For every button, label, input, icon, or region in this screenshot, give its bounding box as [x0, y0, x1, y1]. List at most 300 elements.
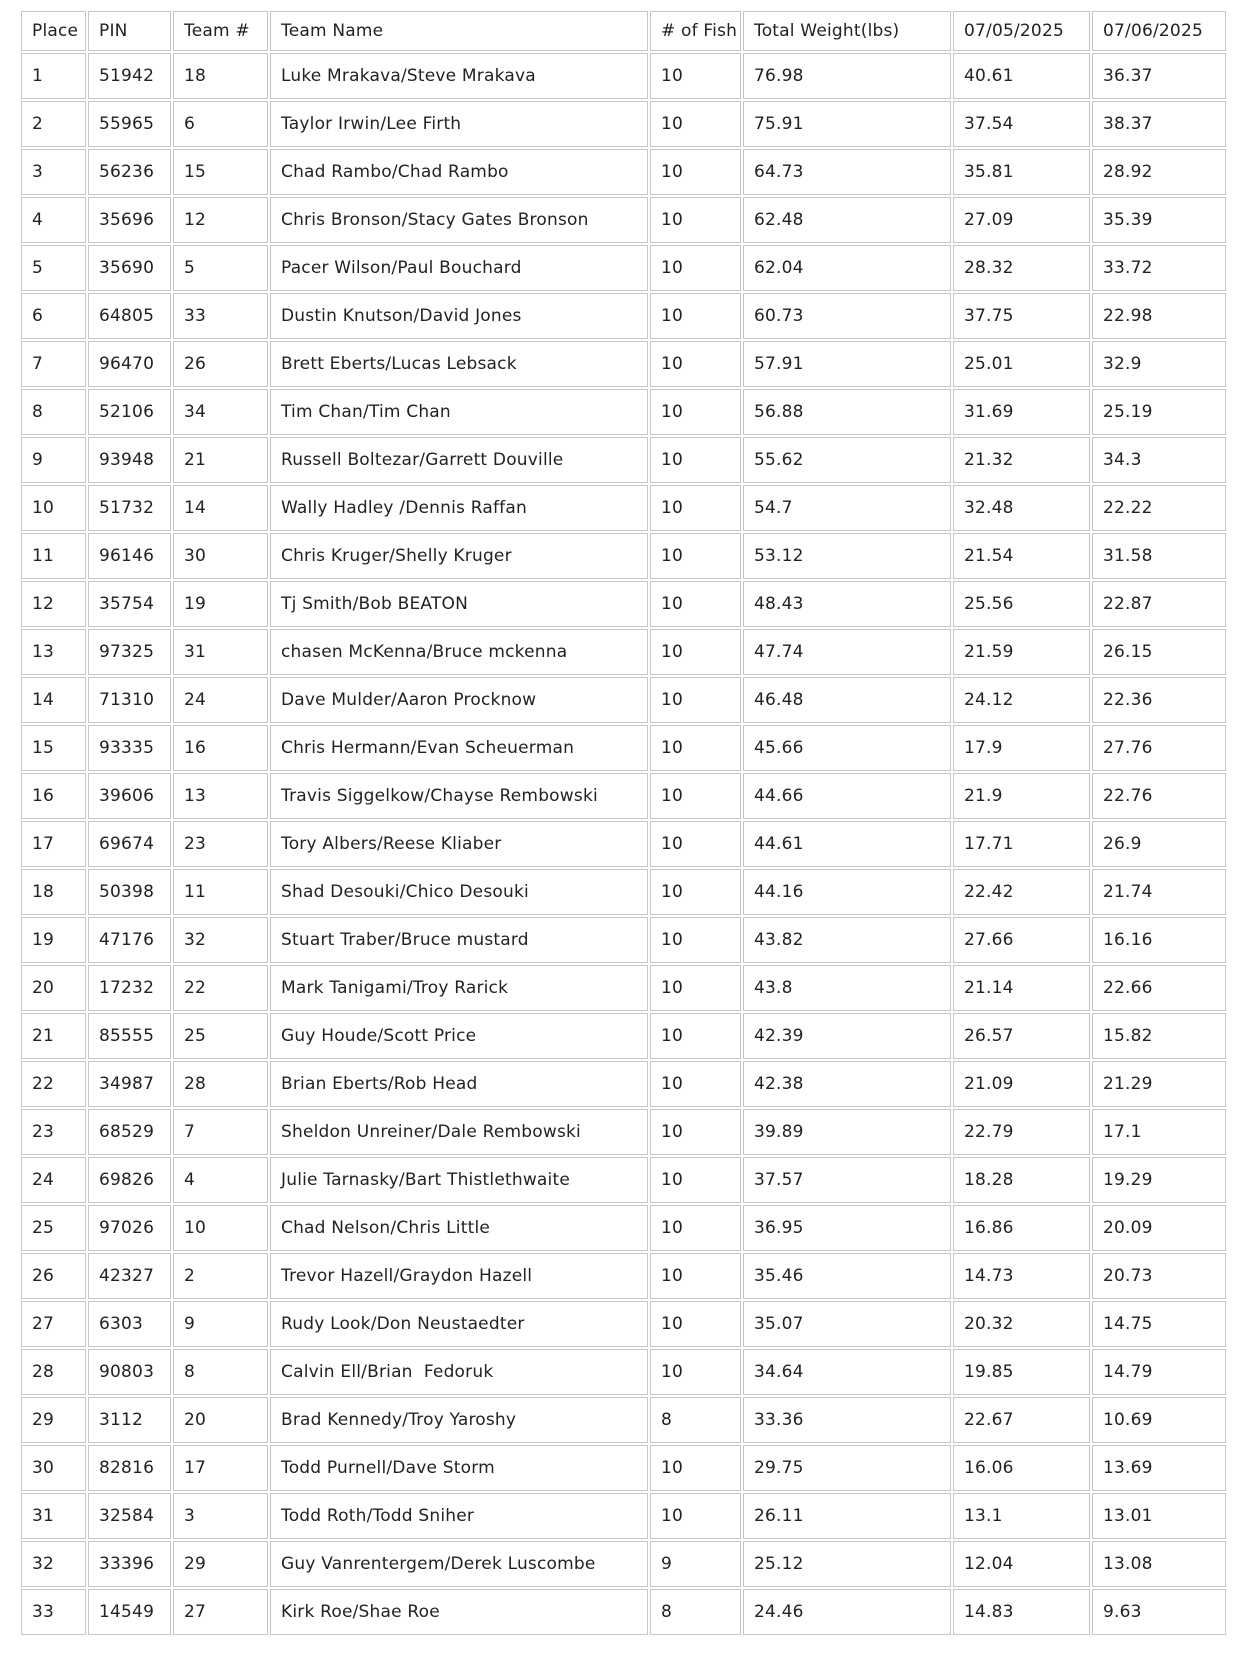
- place-cell: 24: [21, 1157, 86, 1203]
- table-row: [21, 581, 1226, 627]
- team-name-cell: Rudy Look/Don Neustaedter: [270, 1301, 648, 1347]
- day2-weight-cell: 22.22: [1092, 485, 1226, 531]
- team-number-cell: 21: [173, 437, 268, 483]
- table-row: [21, 197, 1226, 243]
- table-body: [21, 53, 1226, 1635]
- table-row: [21, 917, 1226, 963]
- table-row: [21, 245, 1226, 291]
- fish-count-cell: 10: [650, 581, 741, 627]
- day2-weight-cell: 32.9: [1092, 341, 1226, 387]
- place-cell: 2: [21, 101, 86, 147]
- team-name-cell: Guy Vanrentergem/Derek Luscombe: [270, 1541, 648, 1587]
- total-weight-cell: 56.88: [743, 389, 951, 435]
- place-cell: 9: [21, 437, 86, 483]
- table-row: [21, 1061, 1226, 1107]
- day1-weight-cell: 25.56: [953, 581, 1090, 627]
- team-number-cell: 23: [173, 821, 268, 867]
- results-table: [19, 9, 1228, 1637]
- fish-count-cell: 10: [650, 677, 741, 723]
- table-row: [21, 1397, 1226, 1443]
- team-name-cell: Sheldon Unreiner/Dale Rembowski: [270, 1109, 648, 1155]
- team-name-cell: Todd Purnell/Dave Storm: [270, 1445, 648, 1491]
- place-cell: 16: [21, 773, 86, 819]
- place-cell: 21: [21, 1013, 86, 1059]
- pin-cell: 93335: [88, 725, 171, 771]
- table-row: [21, 1205, 1226, 1251]
- team-number-cell: 30: [173, 533, 268, 579]
- day1-weight-cell: 22.79: [953, 1109, 1090, 1155]
- team-number-cell: 17: [173, 1445, 268, 1491]
- fish-count-cell: 10: [650, 725, 741, 771]
- team-name-cell: Chad Nelson/Chris Little: [270, 1205, 648, 1251]
- team-number-cell: 27: [173, 1589, 268, 1635]
- table-row: [21, 1493, 1226, 1539]
- day2-weight-cell: 9.63: [1092, 1589, 1226, 1635]
- place-cell: 15: [21, 725, 86, 771]
- place-cell: 4: [21, 197, 86, 243]
- pin-cell: 97026: [88, 1205, 171, 1251]
- day1-weight-cell: 37.75: [953, 293, 1090, 339]
- table-row: [21, 725, 1226, 771]
- team-number-cell: 32: [173, 917, 268, 963]
- team-number-cell: 6: [173, 101, 268, 147]
- table-row: [21, 341, 1226, 387]
- team-number-cell: 12: [173, 197, 268, 243]
- table-row: [21, 1541, 1226, 1587]
- team-number-cell: 19: [173, 581, 268, 627]
- team-name-cell: Trevor Hazell/Graydon Hazell: [270, 1253, 648, 1299]
- pin-cell: 47176: [88, 917, 171, 963]
- total-weight-cell: 75.91: [743, 101, 951, 147]
- day1-weight-cell: 17.9: [953, 725, 1090, 771]
- team-number-cell: 3: [173, 1493, 268, 1539]
- fish-count-cell: 10: [650, 341, 741, 387]
- team-number-cell: 4: [173, 1157, 268, 1203]
- table-row: [21, 389, 1226, 435]
- column-header-team-name: Team Name: [270, 11, 648, 51]
- fish-count-cell: 9: [650, 1541, 741, 1587]
- team-name-cell: Wally Hadley /Dennis Raffan: [270, 485, 648, 531]
- team-name-cell: Todd Roth/Todd Sniher: [270, 1493, 648, 1539]
- total-weight-cell: 44.66: [743, 773, 951, 819]
- pin-cell: 97325: [88, 629, 171, 675]
- total-weight-cell: 39.89: [743, 1109, 951, 1155]
- column-header-total-weight: Total Weight(lbs): [743, 11, 951, 51]
- fish-count-cell: 8: [650, 1589, 741, 1635]
- team-name-cell: Julie Tarnasky/Bart Thistlethwaite: [270, 1157, 648, 1203]
- fish-count-cell: 10: [650, 1301, 741, 1347]
- place-cell: 32: [21, 1541, 86, 1587]
- fish-count-cell: 10: [650, 53, 741, 99]
- team-number-cell: 5: [173, 245, 268, 291]
- fish-count-cell: 8: [650, 1397, 741, 1443]
- fish-count-cell: 10: [650, 1349, 741, 1395]
- team-name-cell: Chris Hermann/Evan Scheuerman: [270, 725, 648, 771]
- table-row: [21, 437, 1226, 483]
- day2-weight-cell: 25.19: [1092, 389, 1226, 435]
- table-row: [21, 965, 1226, 1011]
- pin-cell: 35696: [88, 197, 171, 243]
- table-row: [21, 1013, 1226, 1059]
- pin-cell: 39606: [88, 773, 171, 819]
- day1-weight-cell: 16.06: [953, 1445, 1090, 1491]
- team-number-cell: 25: [173, 1013, 268, 1059]
- fish-count-cell: 10: [650, 101, 741, 147]
- team-name-cell: Guy Houde/Scott Price: [270, 1013, 648, 1059]
- day1-weight-cell: 20.32: [953, 1301, 1090, 1347]
- column-header-fish-count: # of Fish: [650, 11, 741, 51]
- day2-weight-cell: 15.82: [1092, 1013, 1226, 1059]
- table-row: [21, 677, 1226, 723]
- fish-count-cell: 10: [650, 149, 741, 195]
- total-weight-cell: 43.82: [743, 917, 951, 963]
- day1-weight-cell: 21.9: [953, 773, 1090, 819]
- fish-count-cell: 10: [650, 1061, 741, 1107]
- fish-count-cell: 10: [650, 197, 741, 243]
- day2-weight-cell: 14.75: [1092, 1301, 1226, 1347]
- day1-weight-cell: 21.32: [953, 437, 1090, 483]
- pin-cell: 96146: [88, 533, 171, 579]
- team-name-cell: Travis Siggelkow/Chayse Rembowski: [270, 773, 648, 819]
- total-weight-cell: 34.64: [743, 1349, 951, 1395]
- team-name-cell: chasen McKenna/Bruce mckenna: [270, 629, 648, 675]
- total-weight-cell: 62.48: [743, 197, 951, 243]
- total-weight-cell: 76.98: [743, 53, 951, 99]
- day1-weight-cell: 25.01: [953, 341, 1090, 387]
- pin-cell: 33396: [88, 1541, 171, 1587]
- table-row: [21, 821, 1226, 867]
- day1-weight-cell: 31.69: [953, 389, 1090, 435]
- day2-weight-cell: 34.3: [1092, 437, 1226, 483]
- day1-weight-cell: 35.81: [953, 149, 1090, 195]
- day1-weight-cell: 14.73: [953, 1253, 1090, 1299]
- place-cell: 31: [21, 1493, 86, 1539]
- pin-cell: 71310: [88, 677, 171, 723]
- header-row: [21, 11, 1226, 51]
- team-name-cell: Calvin Ell/Brian Fedoruk: [270, 1349, 648, 1395]
- team-number-cell: 7: [173, 1109, 268, 1155]
- day1-weight-cell: 21.54: [953, 533, 1090, 579]
- day1-weight-cell: 16.86: [953, 1205, 1090, 1251]
- place-cell: 7: [21, 341, 86, 387]
- day1-weight-cell: 12.04: [953, 1541, 1090, 1587]
- day1-weight-cell: 26.57: [953, 1013, 1090, 1059]
- day1-weight-cell: 22.42: [953, 869, 1090, 915]
- place-cell: 30: [21, 1445, 86, 1491]
- day2-weight-cell: 14.79: [1092, 1349, 1226, 1395]
- team-number-cell: 15: [173, 149, 268, 195]
- place-cell: 6: [21, 293, 86, 339]
- team-number-cell: 24: [173, 677, 268, 723]
- table-row: [21, 1301, 1226, 1347]
- fish-count-cell: 10: [650, 389, 741, 435]
- pin-cell: 68529: [88, 1109, 171, 1155]
- team-number-cell: 8: [173, 1349, 268, 1395]
- total-weight-cell: 46.48: [743, 677, 951, 723]
- total-weight-cell: 48.43: [743, 581, 951, 627]
- team-number-cell: 10: [173, 1205, 268, 1251]
- fish-count-cell: 10: [650, 1445, 741, 1491]
- total-weight-cell: 55.62: [743, 437, 951, 483]
- day2-weight-cell: 35.39: [1092, 197, 1226, 243]
- day1-weight-cell: 27.66: [953, 917, 1090, 963]
- fish-count-cell: 10: [650, 293, 741, 339]
- team-name-cell: Chris Bronson/Stacy Gates Bronson: [270, 197, 648, 243]
- pin-cell: 3112: [88, 1397, 171, 1443]
- place-cell: 19: [21, 917, 86, 963]
- total-weight-cell: 62.04: [743, 245, 951, 291]
- team-name-cell: Tory Albers/Reese Kliaber: [270, 821, 648, 867]
- fish-count-cell: 10: [650, 1205, 741, 1251]
- fish-count-cell: 10: [650, 1109, 741, 1155]
- place-cell: 23: [21, 1109, 86, 1155]
- team-name-cell: Brian Eberts/Rob Head: [270, 1061, 648, 1107]
- team-name-cell: Chris Kruger/Shelly Kruger: [270, 533, 648, 579]
- total-weight-cell: 25.12: [743, 1541, 951, 1587]
- day1-weight-cell: 21.09: [953, 1061, 1090, 1107]
- pin-cell: 85555: [88, 1013, 171, 1059]
- total-weight-cell: 42.38: [743, 1061, 951, 1107]
- fish-count-cell: 10: [650, 965, 741, 1011]
- table-row: [21, 1109, 1226, 1155]
- place-cell: 25: [21, 1205, 86, 1251]
- pin-cell: 55965: [88, 101, 171, 147]
- pin-cell: 50398: [88, 869, 171, 915]
- team-number-cell: 2: [173, 1253, 268, 1299]
- team-number-cell: 18: [173, 53, 268, 99]
- place-cell: 33: [21, 1589, 86, 1635]
- place-cell: 5: [21, 245, 86, 291]
- day2-weight-cell: 13.69: [1092, 1445, 1226, 1491]
- day1-weight-cell: 17.71: [953, 821, 1090, 867]
- fish-count-cell: 10: [650, 437, 741, 483]
- pin-cell: 51732: [88, 485, 171, 531]
- team-name-cell: Pacer Wilson/Paul Bouchard: [270, 245, 648, 291]
- total-weight-cell: 36.95: [743, 1205, 951, 1251]
- team-number-cell: 34: [173, 389, 268, 435]
- day2-weight-cell: 21.74: [1092, 869, 1226, 915]
- team-name-cell: Russell Boltezar/Garrett Douville: [270, 437, 648, 483]
- team-name-cell: Tj Smith/Bob BEATON: [270, 581, 648, 627]
- day1-weight-cell: 21.14: [953, 965, 1090, 1011]
- fish-count-cell: 10: [650, 533, 741, 579]
- day2-weight-cell: 26.15: [1092, 629, 1226, 675]
- table-row: [21, 53, 1226, 99]
- day2-weight-cell: 28.92: [1092, 149, 1226, 195]
- pin-cell: 90803: [88, 1349, 171, 1395]
- table-row: [21, 485, 1226, 531]
- total-weight-cell: 47.74: [743, 629, 951, 675]
- total-weight-cell: 35.07: [743, 1301, 951, 1347]
- place-cell: 22: [21, 1061, 86, 1107]
- day2-weight-cell: 26.9: [1092, 821, 1226, 867]
- day1-weight-cell: 14.83: [953, 1589, 1090, 1635]
- team-number-cell: 13: [173, 773, 268, 819]
- team-number-cell: 9: [173, 1301, 268, 1347]
- team-number-cell: 11: [173, 869, 268, 915]
- team-name-cell: Brad Kennedy/Troy Yaroshy: [270, 1397, 648, 1443]
- day1-weight-cell: 37.54: [953, 101, 1090, 147]
- total-weight-cell: 35.46: [743, 1253, 951, 1299]
- fish-count-cell: 10: [650, 629, 741, 675]
- team-name-cell: Mark Tanigami/Troy Rarick: [270, 965, 648, 1011]
- day2-weight-cell: 19.29: [1092, 1157, 1226, 1203]
- day2-weight-cell: 22.76: [1092, 773, 1226, 819]
- total-weight-cell: 24.46: [743, 1589, 951, 1635]
- column-header-pin: PIN: [88, 11, 171, 51]
- table-row: [21, 1445, 1226, 1491]
- table-row: [21, 1589, 1226, 1635]
- day2-weight-cell: 13.08: [1092, 1541, 1226, 1587]
- day1-weight-cell: 19.85: [953, 1349, 1090, 1395]
- place-cell: 12: [21, 581, 86, 627]
- team-number-cell: 14: [173, 485, 268, 531]
- total-weight-cell: 37.57: [743, 1157, 951, 1203]
- team-name-cell: Taylor Irwin/Lee Firth: [270, 101, 648, 147]
- day2-weight-cell: 21.29: [1092, 1061, 1226, 1107]
- team-name-cell: Luke Mrakava/Steve Mrakava: [270, 53, 648, 99]
- place-cell: 20: [21, 965, 86, 1011]
- pin-cell: 34987: [88, 1061, 171, 1107]
- place-cell: 28: [21, 1349, 86, 1395]
- fish-count-cell: 10: [650, 1013, 741, 1059]
- pin-cell: 64805: [88, 293, 171, 339]
- place-cell: 14: [21, 677, 86, 723]
- pin-cell: 56236: [88, 149, 171, 195]
- place-cell: 8: [21, 389, 86, 435]
- day1-weight-cell: 24.12: [953, 677, 1090, 723]
- fish-count-cell: 10: [650, 917, 741, 963]
- team-number-cell: 16: [173, 725, 268, 771]
- total-weight-cell: 64.73: [743, 149, 951, 195]
- day1-weight-cell: 22.67: [953, 1397, 1090, 1443]
- fish-count-cell: 10: [650, 773, 741, 819]
- column-header-day1-weight: 07/05/2025: [953, 11, 1090, 51]
- place-cell: 26: [21, 1253, 86, 1299]
- column-header-team-number: Team #: [173, 11, 268, 51]
- team-name-cell: Chad Rambo/Chad Rambo: [270, 149, 648, 195]
- day2-weight-cell: 10.69: [1092, 1397, 1226, 1443]
- team-name-cell: Brett Eberts/Lucas Lebsack: [270, 341, 648, 387]
- team-name-cell: Dave Mulder/Aaron Procknow: [270, 677, 648, 723]
- pin-cell: 93948: [88, 437, 171, 483]
- day2-weight-cell: 22.87: [1092, 581, 1226, 627]
- day2-weight-cell: 22.36: [1092, 677, 1226, 723]
- pin-cell: 35754: [88, 581, 171, 627]
- place-cell: 13: [21, 629, 86, 675]
- column-header-place: Place: [21, 11, 86, 51]
- day1-weight-cell: 18.28: [953, 1157, 1090, 1203]
- place-cell: 27: [21, 1301, 86, 1347]
- team-number-cell: 22: [173, 965, 268, 1011]
- day2-weight-cell: 13.01: [1092, 1493, 1226, 1539]
- total-weight-cell: 53.12: [743, 533, 951, 579]
- day2-weight-cell: 33.72: [1092, 245, 1226, 291]
- place-cell: 18: [21, 869, 86, 915]
- team-name-cell: Stuart Traber/Bruce mustard: [270, 917, 648, 963]
- pin-cell: 69826: [88, 1157, 171, 1203]
- total-weight-cell: 33.36: [743, 1397, 951, 1443]
- day2-weight-cell: 16.16: [1092, 917, 1226, 963]
- pin-cell: 96470: [88, 341, 171, 387]
- table-row: [21, 533, 1226, 579]
- column-header-day2-weight: 07/06/2025: [1092, 11, 1226, 51]
- team-number-cell: 29: [173, 1541, 268, 1587]
- pin-cell: 17232: [88, 965, 171, 1011]
- day2-weight-cell: 36.37: [1092, 53, 1226, 99]
- fish-count-cell: 10: [650, 1493, 741, 1539]
- total-weight-cell: 42.39: [743, 1013, 951, 1059]
- team-number-cell: 33: [173, 293, 268, 339]
- table-row: [21, 1253, 1226, 1299]
- day2-weight-cell: 20.73: [1092, 1253, 1226, 1299]
- day2-weight-cell: 17.1: [1092, 1109, 1226, 1155]
- fish-count-cell: 10: [650, 869, 741, 915]
- day2-weight-cell: 22.66: [1092, 965, 1226, 1011]
- total-weight-cell: 43.8: [743, 965, 951, 1011]
- team-number-cell: 28: [173, 1061, 268, 1107]
- day1-weight-cell: 27.09: [953, 197, 1090, 243]
- table-row: [21, 869, 1226, 915]
- day1-weight-cell: 40.61: [953, 53, 1090, 99]
- place-cell: 1: [21, 53, 86, 99]
- fish-count-cell: 10: [650, 485, 741, 531]
- place-cell: 10: [21, 485, 86, 531]
- pin-cell: 42327: [88, 1253, 171, 1299]
- place-cell: 17: [21, 821, 86, 867]
- day1-weight-cell: 28.32: [953, 245, 1090, 291]
- team-number-cell: 26: [173, 341, 268, 387]
- total-weight-cell: 26.11: [743, 1493, 951, 1539]
- team-name-cell: Dustin Knutson/David Jones: [270, 293, 648, 339]
- pin-cell: 32584: [88, 1493, 171, 1539]
- total-weight-cell: 57.91: [743, 341, 951, 387]
- pin-cell: 51942: [88, 53, 171, 99]
- table-row: [21, 1349, 1226, 1395]
- team-number-cell: 20: [173, 1397, 268, 1443]
- total-weight-cell: 44.61: [743, 821, 951, 867]
- fish-count-cell: 10: [650, 245, 741, 291]
- table-row: [21, 629, 1226, 675]
- place-cell: 11: [21, 533, 86, 579]
- fish-count-cell: 10: [650, 1157, 741, 1203]
- day1-weight-cell: 32.48: [953, 485, 1090, 531]
- table-row: [21, 293, 1226, 339]
- pin-cell: 52106: [88, 389, 171, 435]
- table-row: [21, 773, 1226, 819]
- day2-weight-cell: 22.98: [1092, 293, 1226, 339]
- total-weight-cell: 29.75: [743, 1445, 951, 1491]
- pin-cell: 69674: [88, 821, 171, 867]
- place-cell: 29: [21, 1397, 86, 1443]
- day2-weight-cell: 27.76: [1092, 725, 1226, 771]
- team-name-cell: Tim Chan/Tim Chan: [270, 389, 648, 435]
- pin-cell: 35690: [88, 245, 171, 291]
- day2-weight-cell: 38.37: [1092, 101, 1226, 147]
- pin-cell: 82816: [88, 1445, 171, 1491]
- total-weight-cell: 44.16: [743, 869, 951, 915]
- total-weight-cell: 54.7: [743, 485, 951, 531]
- team-number-cell: 31: [173, 629, 268, 675]
- team-name-cell: Kirk Roe/Shae Roe: [270, 1589, 648, 1635]
- place-cell: 3: [21, 149, 86, 195]
- day1-weight-cell: 21.59: [953, 629, 1090, 675]
- fish-count-cell: 10: [650, 1253, 741, 1299]
- table-row: [21, 149, 1226, 195]
- table-row: [21, 101, 1226, 147]
- table-row: [21, 1157, 1226, 1203]
- day2-weight-cell: 20.09: [1092, 1205, 1226, 1251]
